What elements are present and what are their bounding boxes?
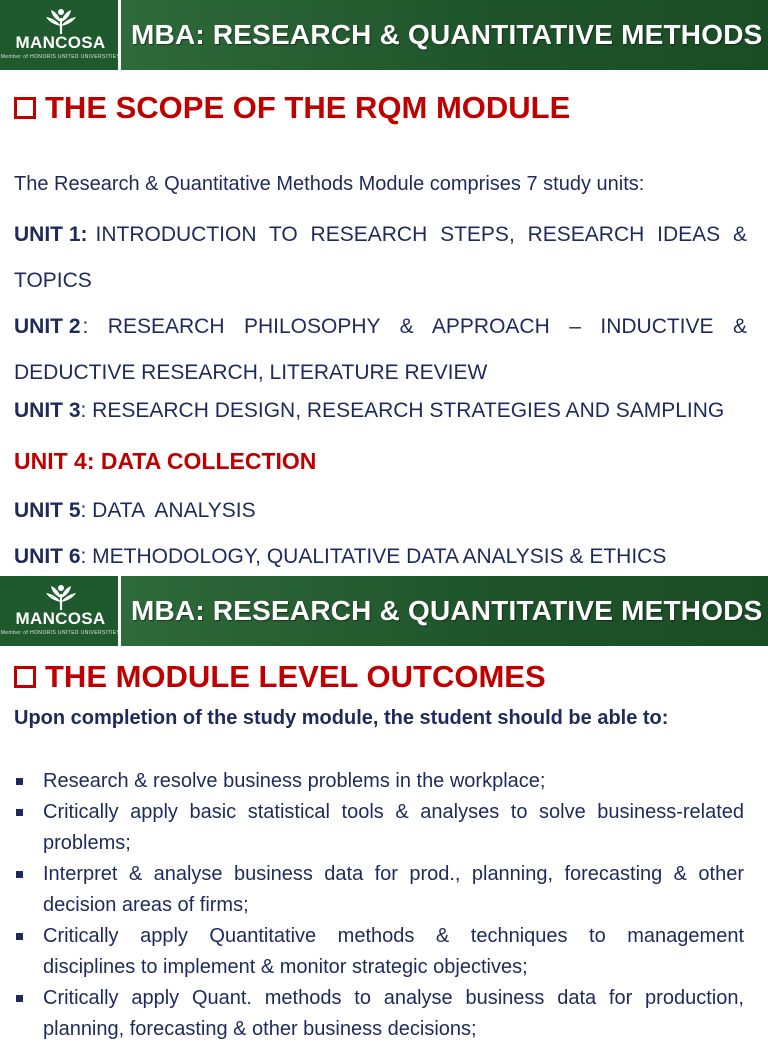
unit-text: : DATA ANALYSIS bbox=[80, 499, 256, 522]
unit-item-3 bbox=[14, 397, 747, 425]
list-item bbox=[14, 797, 744, 859]
list-item-text-continued: problems; bbox=[43, 832, 131, 854]
section-heading bbox=[14, 90, 570, 126]
intro-text: The Research & Quantitative Methods Module comprises 7 study units: bbox=[14, 173, 645, 195]
checkbox-bullet-icon bbox=[14, 97, 36, 119]
list-item bbox=[14, 921, 744, 983]
unit-line bbox=[14, 446, 747, 476]
banner-title-area bbox=[121, 576, 768, 646]
logo-wordmark: MANCOSA bbox=[15, 33, 106, 52]
logo-plant-icon bbox=[46, 8, 76, 34]
unit-text: : METHODOLOGY, QUALITATIVE DATA ANALYSIS & ETHICS bbox=[80, 545, 667, 568]
logo-wordmark: MANCOSA bbox=[15, 609, 106, 628]
list-item-text bbox=[43, 983, 744, 1014]
unit-line bbox=[14, 212, 747, 258]
square-bullet-icon bbox=[16, 933, 23, 940]
section-heading-text: THE MODULE LEVEL OUTCOMES bbox=[45, 659, 546, 694]
unit-label: UNIT 4 bbox=[14, 448, 87, 474]
unit-line bbox=[14, 397, 747, 425]
banner-title-area bbox=[121, 0, 768, 70]
unit-item-4-highlighted bbox=[14, 446, 747, 476]
list-item-text-continued: planning, forecasting & other business decisions; bbox=[43, 1018, 477, 1040]
unit-text: INTRODUCTION TO RESEARCH STEPS, RESEARCH IDEAS & bbox=[95, 223, 747, 246]
list-item bbox=[14, 859, 744, 921]
slide-banner bbox=[0, 0, 768, 70]
unit-item-2 bbox=[14, 304, 747, 396]
banner-title: MBA: RESEARCH & QUANTITATIVE METHODS bbox=[131, 595, 763, 626]
unit-item-1 bbox=[14, 212, 747, 304]
list-item-line: Critically apply Quant. methods to analyse business data for production, bbox=[43, 987, 744, 1009]
unit-label: UNIT 1: bbox=[14, 223, 88, 246]
list-item-line: Critically apply basic statistical tools & analyses to solve business-related bbox=[43, 801, 744, 823]
unit-label: UNIT 5 bbox=[14, 499, 81, 522]
unit-item-5 bbox=[14, 497, 747, 525]
list-item-text bbox=[43, 797, 744, 828]
unit-item-6 bbox=[14, 543, 747, 571]
unit-line bbox=[14, 543, 747, 571]
unit-label: UNIT 6 bbox=[14, 545, 81, 568]
square-bullet-icon bbox=[16, 871, 23, 878]
banner-title: MBA: RESEARCH & QUANTITATIVE METHODS bbox=[131, 19, 763, 50]
mancosa-logo bbox=[0, 576, 121, 646]
unit-line bbox=[14, 304, 747, 350]
list-item-text-continued: decision areas of firms; bbox=[43, 894, 249, 916]
section-heading bbox=[14, 659, 546, 695]
mancosa-logo bbox=[0, 0, 121, 70]
unit-line bbox=[14, 497, 747, 525]
square-bullet-icon bbox=[16, 995, 23, 1002]
list-item bbox=[14, 983, 744, 1045]
logo-plant-icon bbox=[46, 584, 76, 610]
outcomes-list bbox=[14, 766, 744, 1045]
unit-text-continued: TOPICS bbox=[14, 269, 92, 292]
logo-subtext: Member of HONORIS UNITED UNIVERSITIES bbox=[0, 54, 121, 60]
unit-label: UNIT 3 bbox=[14, 399, 81, 422]
list-item-line: Critically apply Quantitative methods & techniques to management bbox=[43, 925, 744, 947]
list-item-line: Interpret & analyse business data for prod., planning, forecasting & other bbox=[43, 863, 744, 885]
list-item-text bbox=[43, 921, 744, 952]
unit-label: UNIT 2 bbox=[14, 315, 81, 338]
outcomes-lead-text: Upon completion of the study module, the student should be able to: bbox=[14, 707, 669, 729]
unit-text: : RESEARCH PHILOSOPHY & APPROACH – INDUCTIVE & bbox=[82, 315, 747, 338]
square-bullet-icon bbox=[16, 778, 23, 785]
logo-subtext: Member of HONORIS UNITED UNIVERSITIES bbox=[0, 630, 121, 636]
list-item-text bbox=[43, 859, 744, 890]
checkbox-bullet-icon bbox=[14, 666, 36, 688]
unit-text-continued: DEDUCTIVE RESEARCH, LITERATURE REVIEW bbox=[14, 361, 488, 384]
unit-text: : DATA COLLECTION bbox=[86, 448, 317, 474]
list-item-text: Research & resolve business problems in the workplace; bbox=[43, 770, 546, 792]
slide-banner bbox=[0, 576, 768, 646]
section-heading-text: THE SCOPE OF THE RQM MODULE bbox=[45, 90, 571, 125]
list-item-text-continued: disciplines to implement & monitor strategic objectives; bbox=[43, 956, 528, 978]
list-item bbox=[14, 766, 744, 797]
square-bullet-icon bbox=[16, 809, 23, 816]
unit-text: : RESEARCH DESIGN, RESEARCH STRATEGIES AND SAMPLING bbox=[80, 399, 725, 422]
